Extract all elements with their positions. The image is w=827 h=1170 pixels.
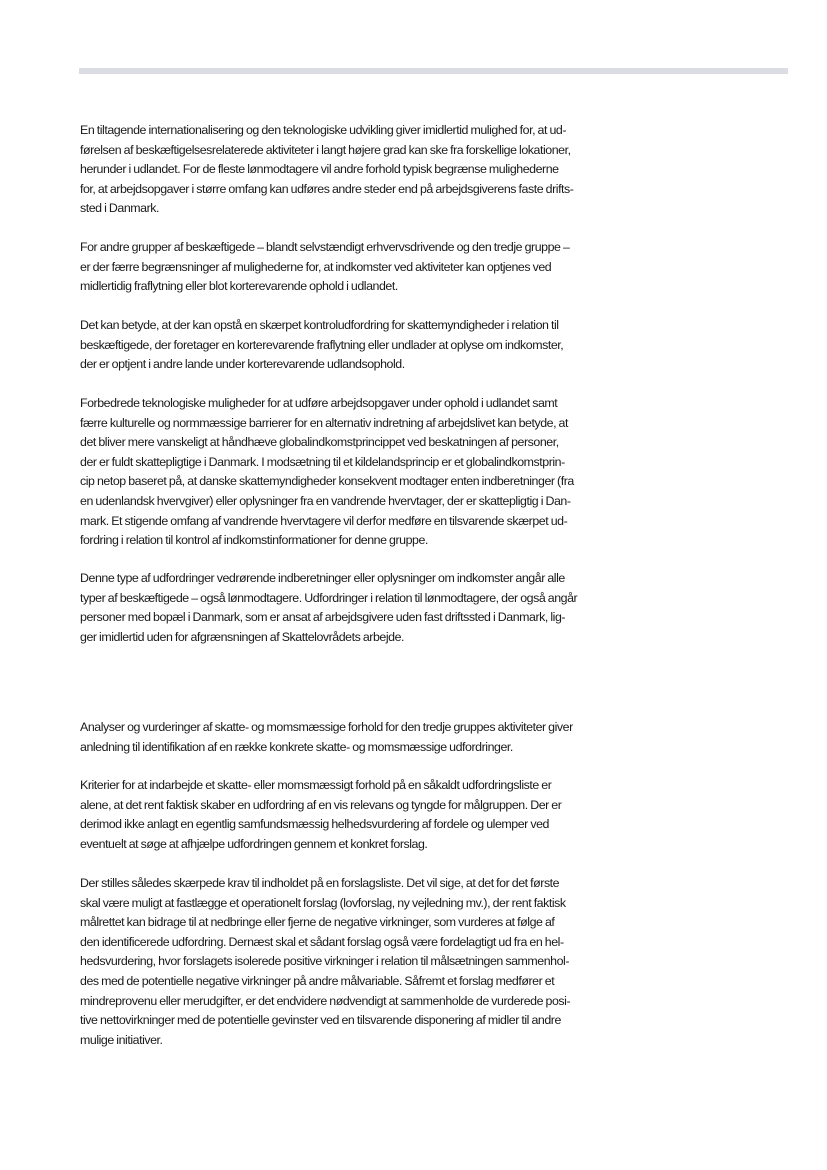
text-line: derimod ikke anlagt en egentlig samfundsmæssig helhedsvurdering af fordele og ulemper ved (80, 817, 549, 832)
paragraph-teknologiske-muligheder (80, 394, 615, 551)
paragraph-type-af-udfordringer (80, 569, 615, 647)
text-line: mulige initiativer. (80, 1032, 163, 1047)
text-line: den identificerede udfordring. Dernæst skal et sådant forslag også være fordelagtigt ud fra en hel- (80, 934, 564, 949)
text-line: for, at arbejdsopgaver i større omfang kan udføres andre steder end på arbejdsgiverens faste drifts- (80, 181, 574, 196)
text-line: det bliver mere vanskeligt at håndhæve globalindkomstprincippet ved beskatningen af personer, (80, 435, 559, 450)
paragraph-forslagsliste (80, 874, 615, 1050)
text-line: cip netop baseret på, at danske skattemyndigheder konsekvent modtager enten indberetninger (fra (80, 474, 574, 489)
text-line: eventuelt at søge at afhjælpe udfordringen gennem et konkret forslag. (80, 836, 428, 851)
text-line: sted i Danmark. (80, 201, 160, 216)
text-line: anledning til identifikation af en række konkrete skatte- og momsmæssige udfordringer. (80, 739, 513, 754)
text-line: midlertidig fraflytning eller blot korterevarende ophold i udlandet. (80, 279, 398, 294)
paragraph-kontroludfordring (80, 316, 615, 375)
text-line: førelsen af beskæftigelsesrelaterede aktiviteter i langt højere grad kan ske fra forskellige lokationer, (80, 142, 571, 157)
text-line: Analyser og vurderinger af skatte- og momsmæssige forhold for den tredje gruppes aktiviteter giver (80, 720, 573, 734)
text-line: Kriterier for at indarbejde et skatte- eller momsmæssigt forhold på en såkaldt udfordringsliste er (80, 778, 552, 792)
text-line: skal være muligt at fastlægge et operationelt forslag (lovforslag, ny vejledning mv.), der rent faktisk (80, 895, 566, 910)
text-line: En tiltagende internationalisering og den teknologiske udvikling giver imidlertid mulighed for, at ud- (80, 123, 567, 137)
paragraph-kriterier (80, 776, 615, 854)
text-line: ger imidlertid uden for afgrænsningen af Skattelovrådets arbejde. (80, 629, 405, 644)
text-line: Det kan betyde, at der kan opstå en skærpet kontroludfordring for skattemyndigheder i relation til (80, 318, 559, 332)
text-line: hedsvurdering, hvor forslagets isolerede positive virkninger i relation til målsætningen sammenhol- (80, 954, 570, 969)
paragraph-analyser (80, 718, 615, 757)
text-line: Denne type af udfordringer vedrørende indberetninger eller oplysninger om indkomster angår alle (80, 571, 565, 585)
paragraph-andre-grupper (80, 238, 615, 297)
text-line: der er fuldt skattepligtige i Danmark. I modsætning til et kildelandsprincip er et globalindkomstprin- (80, 454, 565, 469)
text-line: en udenlandsk hvervgiver) eller oplysninger fra en vandrende hvervtager, der er skattepligtig i Dan- (80, 493, 571, 508)
text-line: målrettet kan bidrage til at nedbringe eller fjerne de negative virkninger, som vurderes at følge af (80, 915, 555, 930)
text-line: Forbedrede teknologiske muligheder for at udføre arbejdsopgaver under ophold i udlandet samt (80, 396, 558, 410)
text-line: alene, at det rent faktisk skaber en udfordring af en vis relevans og tyngde for målgruppen. Der er (80, 797, 562, 812)
text-line: herunder i udlandet. For de fleste lønmodtagere vil andre forhold typisk begrænse mulighederne (80, 162, 559, 177)
text-line: fordring i relation til kontrol af indkomstinformationer for denne gruppe. (80, 533, 428, 548)
text-line: des med de potentielle negative virkninger på andre målvariable. Såfremt et forslag medfører et (80, 973, 555, 988)
header-rule (79, 68, 788, 74)
text-line: er der færre begrænsninger af mulighederne for, at indkomster ved aktiviteter kan optjenes ved (80, 259, 552, 274)
text-line: færre kulturelle og normmæssige barrierer for en alternativ indretning af arbejdslivet kan betyde, at (80, 415, 568, 430)
text-line: tive nettovirkninger med de potentielle gevinster ved en tilsvarende disponering af midler til andre (80, 1013, 561, 1028)
text-line: For andre grupper af beskæftigede – blandt selvstændigt erhvervsdrivende og den tredje gruppe – (80, 240, 570, 254)
text-line: mark. Et stigende omfang af vandrende hvervtagere vil derfor medføre en tilsvarende skærpet ud- (80, 513, 568, 528)
text-line: personer med bopæl i Danmark, som er ansat af arbejdsgivere uden fast driftssted i Danmark, lig- (80, 610, 566, 625)
text-line: der er optjent i andre lande under korterevarende udlandsophold. (80, 357, 405, 372)
text-line: Der stilles således skærpede krav til indholdet på en forslagsliste. Det vil sige, at det for det første (80, 876, 560, 890)
text-line: typer af beskæftigede – også lønmodtagere. Udfordringer i relation til lønmodtagere, der også angår (80, 590, 578, 605)
text-line: mindreprovenu eller merudgifter, er det endvidere nødvendigt at sammenholde de vurderede posi- (80, 993, 571, 1008)
text-line: beskæftigede, der foretager en korterevarende fraflytning eller undlader at oplyse om indkomster, (80, 337, 564, 352)
paragraph-internationalisering (80, 121, 615, 219)
